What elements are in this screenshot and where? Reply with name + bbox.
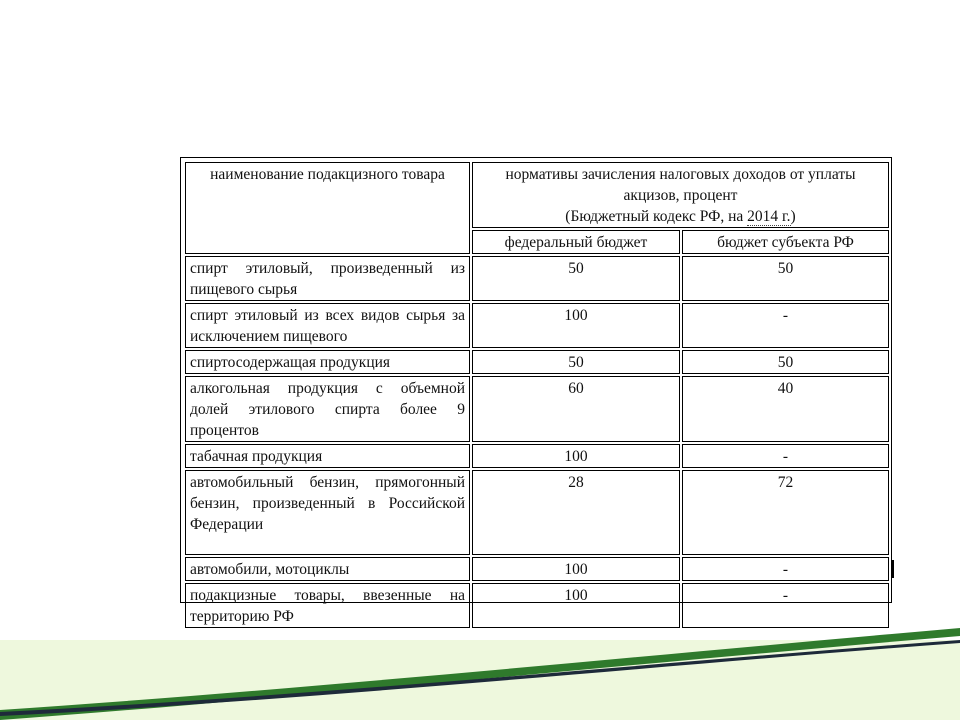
federal-share: 100 [472, 444, 680, 468]
excise-table-frame [180, 157, 892, 625]
federal-share: 50 [472, 256, 680, 301]
table-edge-mark [891, 560, 894, 578]
header-norms-source-c: ) [790, 208, 796, 225]
product-name: спирт этиловый, произведенный из пищевого сырья [185, 256, 470, 301]
table-row [185, 256, 889, 301]
header-product-name: наименование подакцизного товара [185, 162, 470, 254]
subheader-federal: федеральный бюджет [472, 230, 680, 254]
header-norms-title: нормативы зачисления налоговых доходов от уплаты акцизов, процент [505, 166, 856, 204]
regional-share: - [682, 303, 889, 348]
federal-share: 28 [472, 470, 680, 555]
subheader-regional: бюджет субъекта РФ [682, 230, 889, 254]
federal-share: 50 [472, 350, 680, 374]
table-row [185, 583, 889, 628]
table-row [185, 303, 889, 348]
regional-share: 50 [682, 350, 889, 374]
product-name: алкогольная продукция с объемной долей этилового спирта более 9 процентов [185, 376, 470, 442]
federal-share: 100 [472, 303, 680, 348]
federal-share: 100 [472, 583, 680, 628]
regional-share: - [682, 557, 889, 581]
excise-distribution-table [183, 160, 891, 630]
table-row [185, 470, 889, 555]
regional-share: - [682, 583, 889, 628]
table-row [185, 350, 889, 374]
header-norms-source-a: (Бюджетный кодекс РФ, на [565, 208, 748, 225]
product-name: подакцизные товары, ввезенные на территорию РФ [185, 583, 470, 628]
product-name: автомобильный бензин, прямогонный бензин, произведенный в Российской Федерации [185, 470, 470, 555]
regional-share: 72 [682, 470, 889, 555]
federal-share: 60 [472, 376, 680, 442]
table-row [185, 376, 889, 442]
product-name: спиртосодержащая продукция [185, 350, 470, 374]
header-norms-year: 2014 г. [747, 208, 791, 225]
regional-share: 50 [682, 256, 889, 301]
product-name: спирт этиловый из всех видов сырья за исключением пищевого [185, 303, 470, 348]
product-name: табачная продукция [185, 444, 470, 468]
product-name: автомобили, мотоциклы [185, 557, 470, 581]
federal-share: 100 [472, 557, 680, 581]
header-norms [472, 162, 889, 228]
regional-share: 40 [682, 376, 889, 442]
table-row [185, 557, 889, 581]
regional-share: - [682, 444, 889, 468]
header-row [185, 162, 889, 228]
table-row [185, 444, 889, 468]
